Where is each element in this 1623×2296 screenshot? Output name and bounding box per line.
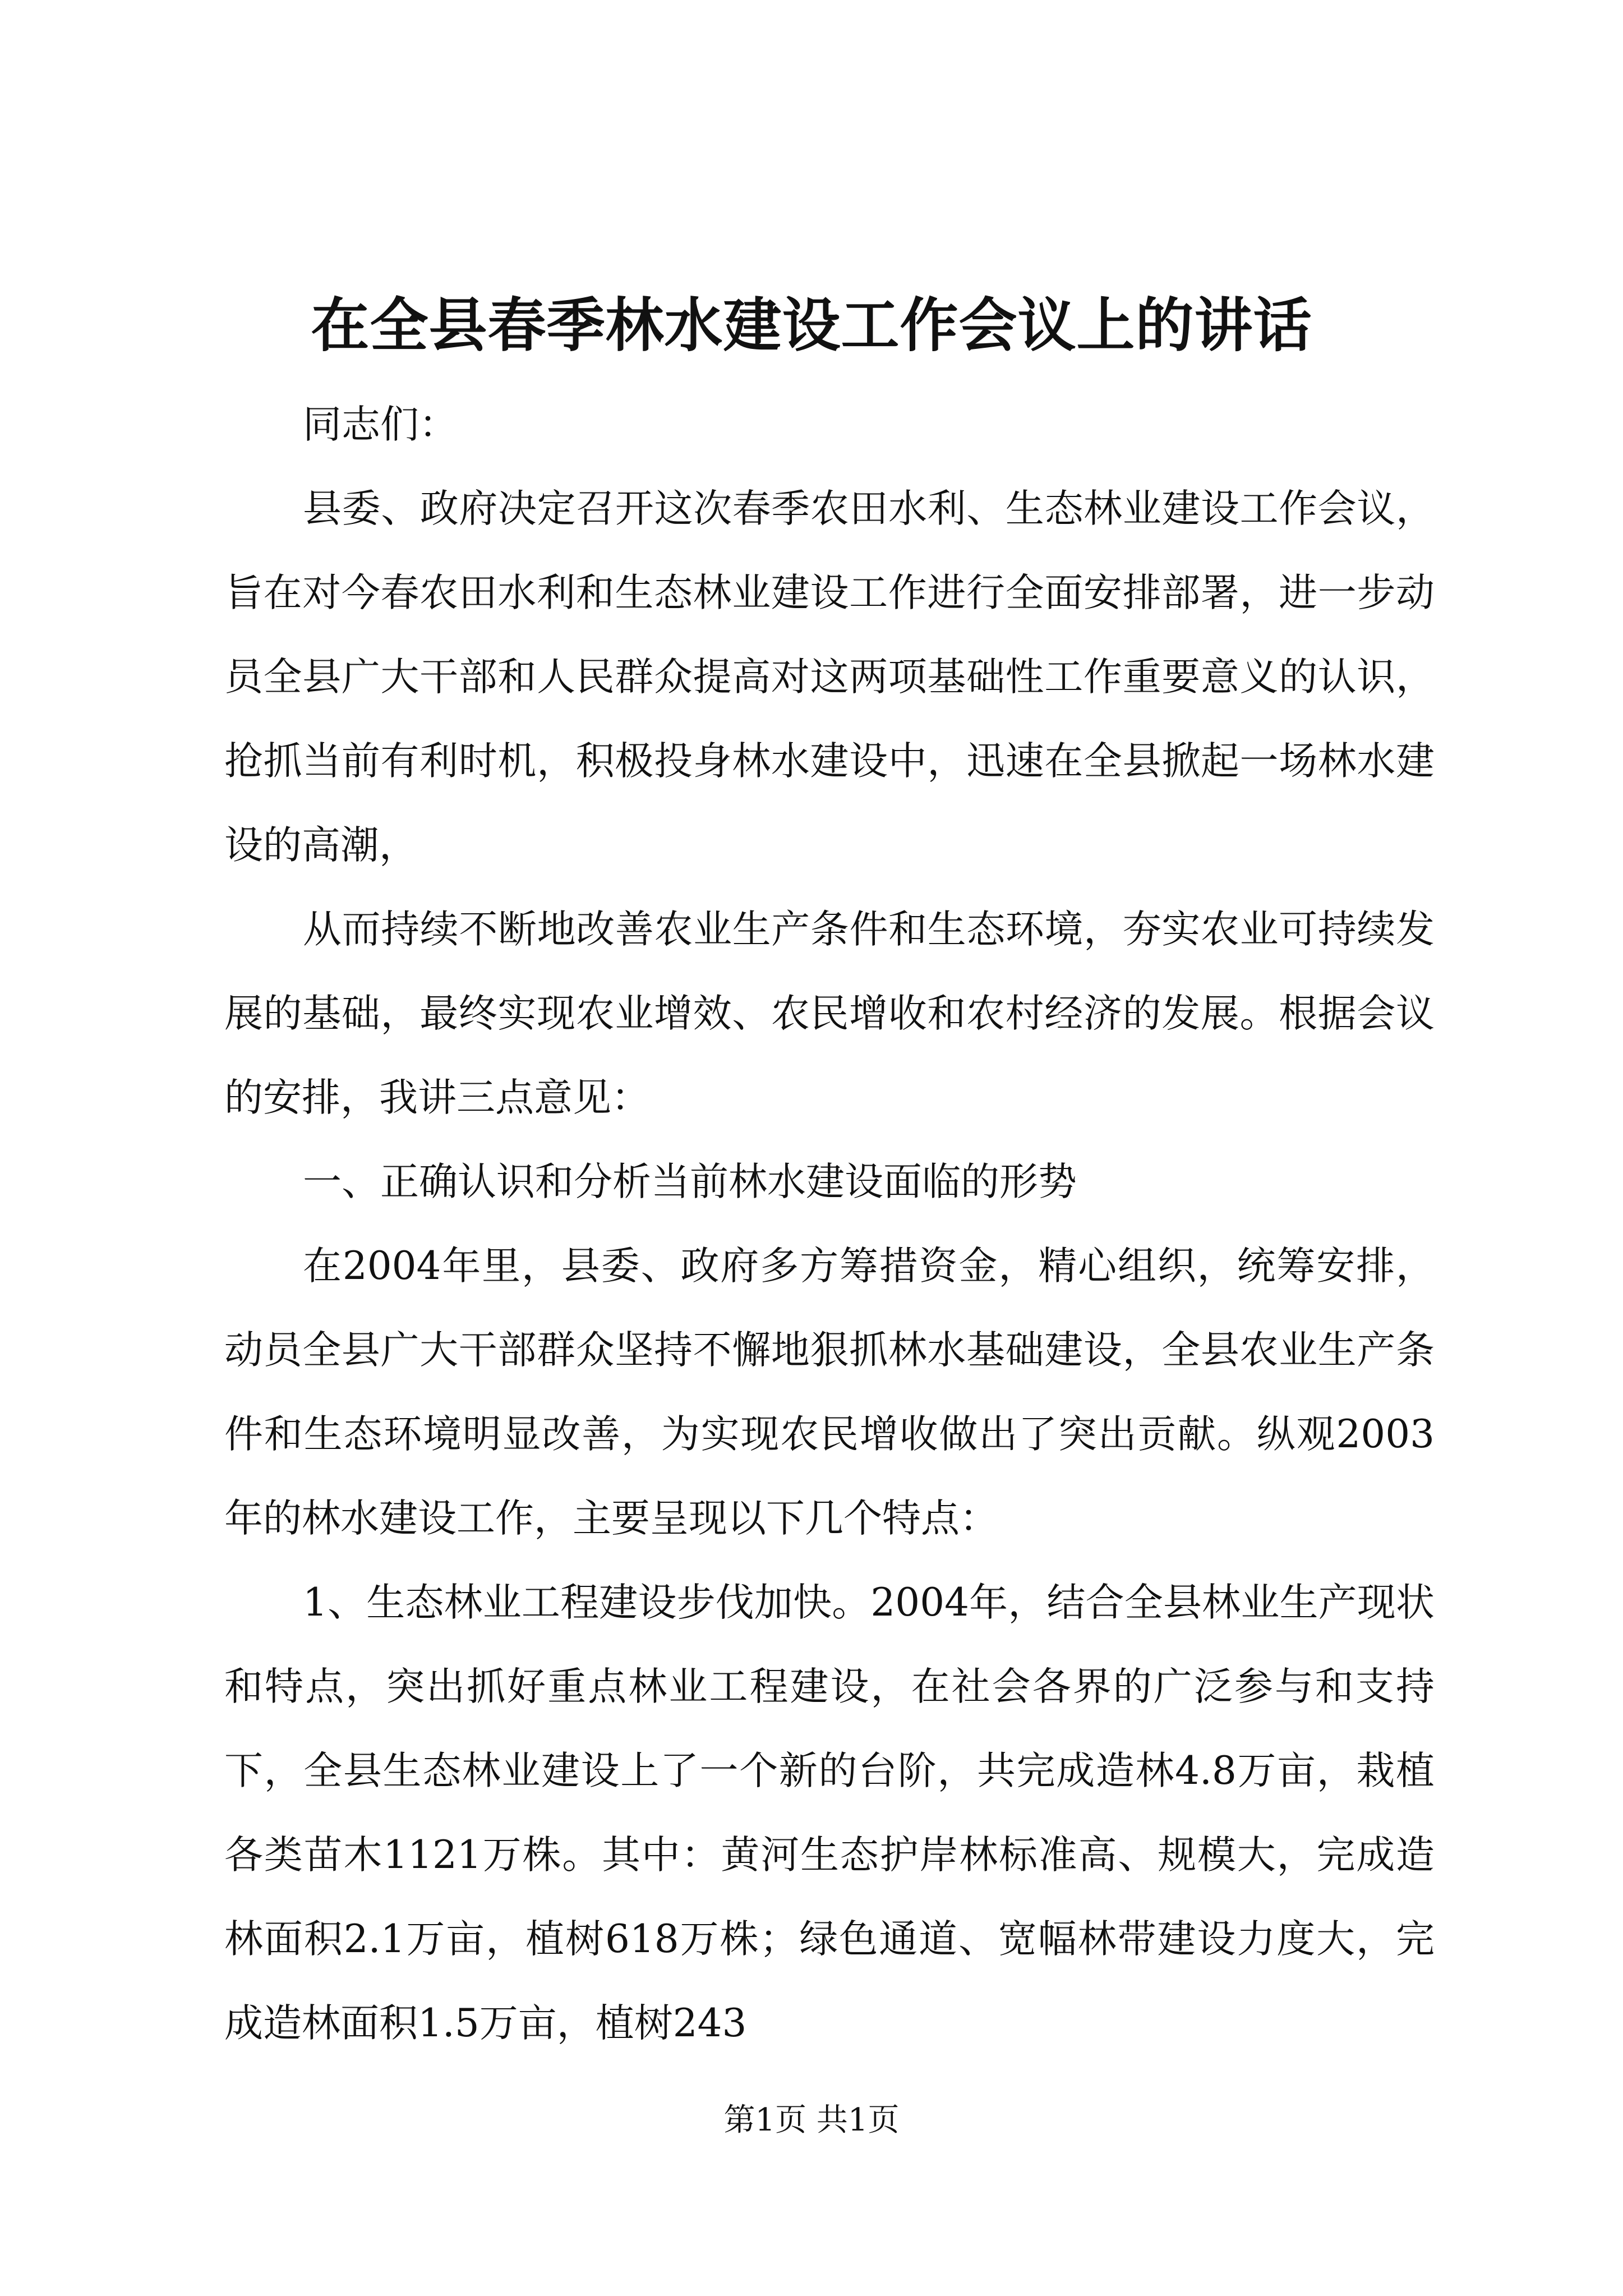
section-heading: 一、正确认识和分析当前林水建设面临的形势	[303, 1159, 1077, 1204]
page-number-footer: 第1页 共1页	[723, 2102, 900, 2138]
paragraph: 从而持续不断地改善农业生产条件和生态环境，夯实农业可持续发展的基础，最终实现农业增效、农民增收和农村经济的发展。根据会议的安排，我讲三点意见：	[224, 907, 1435, 1120]
salutation: 同志们：	[303, 402, 458, 447]
document-body	[224, 383, 1435, 2065]
paragraph: 县委、政府决定召开这次春季农田水利、生态林业建设工作会议，旨在对今春农田水利和生态林业建设工作进行全面安排部署，进一步动员全县广大干部和人民群众提高对这两项基础性工作重要意义的认识，抢抓当前有利时机，积极投身林水建设中，迅速在全县掀起一场林水建设的高潮，	[224, 486, 1435, 868]
paragraph: 1、生态林业工程建设步伐加快。2004年，结合全县林业生产现状和特点，突出抓好重点林业工程建设，在社会各界的广泛参与和支持下，全县生态林业建设上了一个新的台阶，共完成造林4.8万亩，栽植各类苗木1121万株。其中：黄河生态护岸林标准高、规模大，完成造林面积2.1万亩，植树618万株；绿色通道、宽幅林带建设力度大，完成造林面积1.5万亩，植树243	[224, 1580, 1435, 2046]
paragraph: 在2004年里，县委、政府多方筹措资金，精心组织，统筹安排，动员全县广大干部群众坚持不懈地狠抓林水基础建设，全县农业生产条件和生态环境明显改善，为实现农民增收做出了突出贡献。纵观2003年的林水建设工作，主要呈现以下几个特点：	[224, 1244, 1435, 1541]
document-title: 在全县春季林水建设工作会议上的讲话	[311, 291, 1312, 360]
